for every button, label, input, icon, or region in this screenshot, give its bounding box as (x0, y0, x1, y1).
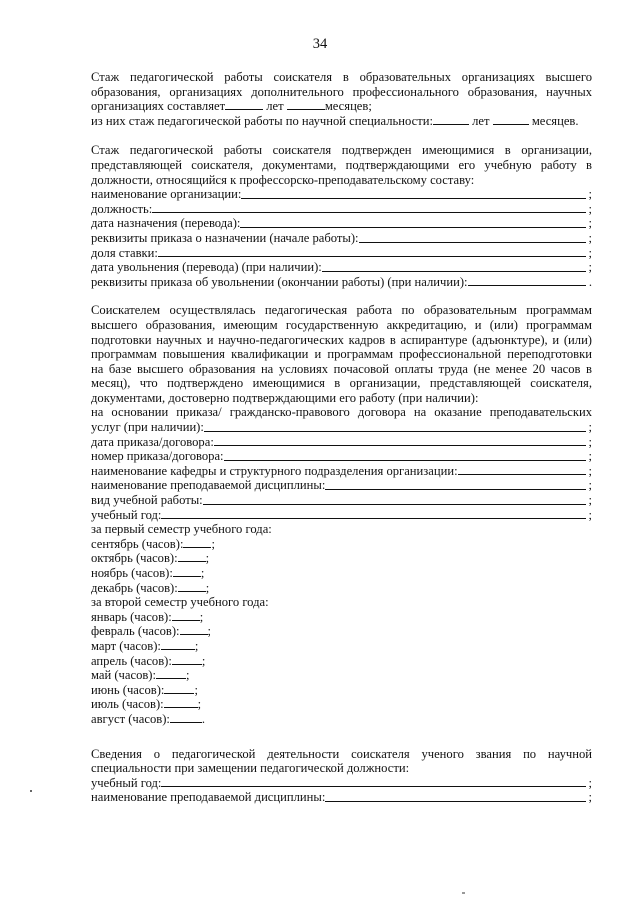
section-hourly-work (91, 303, 592, 726)
field-terminator: ; (207, 624, 212, 639)
paragraph-line: месяц), что подтверждено имеющимися в организации, представляющей соискателя, (91, 376, 592, 391)
month-label: февраль (часов): (91, 624, 180, 639)
field-blank-line[interactable] (161, 785, 585, 787)
semester2-months (91, 610, 592, 727)
form-field-row (91, 275, 592, 290)
field-label: наименование организации: (91, 187, 242, 202)
field-label: дата назначения (перевода): (91, 216, 241, 231)
field-label: вид учебной работы: (91, 493, 203, 508)
field-terminator: ; (588, 245, 592, 260)
form-field-row (91, 260, 592, 275)
field-terminator: ; (588, 260, 592, 275)
form-field-row (91, 449, 592, 464)
month-hours-blank[interactable] (178, 551, 206, 562)
field-terminator: ; (205, 551, 210, 566)
month-hours-blank[interactable] (170, 712, 202, 723)
field-terminator: ; (211, 536, 215, 551)
academic-title-fields (91, 776, 592, 805)
field-label: доля ставки: (91, 245, 158, 260)
field-label: дата увольнения (перевода) (при наличии): (91, 260, 322, 275)
form-field-row (91, 202, 592, 217)
semester1-months (91, 537, 592, 595)
month-hours-row (91, 581, 592, 596)
paragraph-line: на базе высшего образования на условиях почасовой оплаты труда (не менее 20 часов в (91, 361, 592, 376)
month-hours-blank[interactable] (180, 624, 208, 635)
field-terminator: ; (588, 507, 592, 522)
field-label: учебный год: (91, 507, 162, 522)
form-field-row (91, 246, 592, 261)
field-terminator: ; (588, 478, 592, 493)
month-hours-blank[interactable] (164, 683, 194, 694)
field-blank-line[interactable] (240, 226, 585, 228)
form-field-row (91, 187, 592, 202)
field-terminator: . (201, 711, 206, 726)
month-hours-row (91, 610, 592, 625)
field-blank-line[interactable] (468, 284, 586, 286)
section-academic-title (91, 747, 592, 805)
form-field-row (91, 435, 592, 450)
month-hours-row (91, 566, 592, 581)
field-label: номер приказа/договора: (91, 449, 224, 464)
paragraph-line: специальности при замещении педагогической должности: (91, 761, 410, 776)
month-hours-row (91, 668, 592, 683)
paragraph-line: должности, относящийся к профессорско-преподавательскому составу: (91, 172, 475, 187)
month-label: июнь (часов): (91, 682, 165, 697)
field-terminator: ; (200, 566, 205, 580)
month-label: сентябрь (часов): (91, 536, 184, 551)
semester2-title: за второй семестр учебного года: (91, 595, 269, 610)
field-terminator: ; (588, 420, 592, 435)
field-label: наименование кафедры и структурного подразделения организации: (91, 463, 458, 478)
paragraph-line: программам повышения квалификации и программам профессиональной переподготовки (91, 347, 592, 362)
field-label: должность: (91, 201, 153, 216)
form-field-row (91, 790, 592, 805)
specialty-months-blank[interactable] (493, 114, 529, 125)
field-blank-line[interactable] (241, 197, 585, 199)
field-terminator: . (588, 274, 592, 289)
field-terminator: ; (588, 201, 592, 216)
month-label: июль (часов): (91, 697, 164, 712)
section-teaching-experience (91, 70, 592, 128)
field-label: дата приказа/договора: (91, 434, 214, 449)
month-label: август (часов): (91, 711, 170, 726)
form-field-row (91, 508, 592, 523)
confirmation-fields (91, 187, 592, 289)
field-terminator: ; (205, 580, 210, 595)
field-blank-line[interactable] (224, 459, 586, 461)
field-blank-line[interactable] (203, 503, 586, 505)
field-blank-line[interactable] (214, 444, 586, 446)
paragraph-line: документами, достоверно подтверждающими его работу (при наличии): (91, 390, 479, 405)
hourly-work-fields (91, 420, 592, 522)
field-label: реквизиты приказа о назначении (начале работы): (91, 230, 359, 245)
paragraph-line: Соискателем осуществлялась педагогическая работа по образовательным программам (91, 303, 592, 318)
field-terminator: ; (186, 668, 190, 683)
field-terminator: ; (588, 493, 592, 508)
scan-speck (462, 892, 465, 894)
field-label: наименование преподаваемой дисциплины: (91, 478, 326, 493)
form-field-row (91, 420, 592, 435)
paragraph-line: образования, организациях дополнительного профессионального образования, научных (91, 84, 592, 99)
month-hours-blank[interactable] (164, 697, 198, 708)
paragraph-line: на основании приказа/ гражданско-правового договора на оказание преподавательских (91, 405, 592, 420)
field-label: наименование преподаваемой дисциплины: (91, 790, 326, 805)
field-terminator: ; (588, 216, 592, 231)
month-label: декабрь (часов): (91, 580, 178, 595)
field-blank-line[interactable] (204, 430, 586, 432)
field-terminator: ; (588, 790, 592, 805)
month-hours-blank[interactable] (178, 581, 206, 592)
month-hours-blank[interactable] (156, 668, 186, 679)
semester1-title: за первый семестр учебного года: (91, 522, 272, 537)
field-label: реквизиты приказа об увольнении (окончании работы) (при наличии): (91, 274, 468, 289)
month-hours-blank[interactable] (161, 639, 195, 650)
form-field-row (91, 216, 592, 231)
field-terminator: ; (588, 230, 592, 245)
month-hours-row (91, 551, 592, 566)
field-terminator: ; (194, 638, 199, 653)
month-hours-row (91, 639, 592, 654)
years-blank[interactable] (225, 99, 263, 110)
form-field-row (91, 464, 592, 479)
field-terminator: ; (199, 609, 204, 624)
field-terminator: ; (194, 682, 198, 697)
paragraph-line: подготовки научных и научно-педагогических кадров в аспирантуре (адъюнктуре), и (или) (91, 332, 592, 347)
paragraph-line: высшего образования, имеющим государственную аккредитацию, и (или) программам (91, 317, 592, 332)
field-label: услуг (при наличии): (91, 420, 204, 435)
field-blank-line[interactable] (325, 800, 585, 802)
form-field-row (91, 776, 592, 791)
paragraph-line: Стаж педагогической работы соискателя в образовательных организациях высшего (91, 70, 592, 84)
month-hours-row (91, 697, 592, 712)
experience-total-line: организациях составляет лет месяцев; (91, 99, 372, 114)
form-field-row (91, 493, 592, 508)
paragraph-line: Стаж педагогической работы соискателя подтвержден имеющимися в организации, (91, 143, 592, 158)
field-blank-line[interactable] (359, 241, 586, 243)
field-blank-line[interactable] (158, 255, 586, 257)
field-label: учебный год: (91, 775, 162, 790)
experience-specialty-line: из них стаж педагогической работы по научной специальности: лет месяцев. (91, 113, 579, 128)
field-terminator: ; (197, 697, 202, 712)
month-hours-row (91, 537, 592, 552)
field-blank-line[interactable] (161, 517, 585, 519)
field-terminator: ; (588, 434, 592, 449)
paragraph-line: Сведения о педагогической деятельности соискателя ученого звания по научной (91, 746, 592, 761)
months-blank[interactable] (287, 99, 325, 110)
month-hours-blank[interactable] (173, 566, 201, 577)
month-label: ноябрь (часов): (91, 566, 173, 580)
field-terminator: ; (588, 775, 592, 790)
month-hours-row (91, 624, 592, 639)
field-terminator: ; (201, 653, 206, 668)
month-hours-blank[interactable] (172, 654, 202, 665)
month-hours-row (91, 712, 592, 727)
month-hours-blank[interactable] (172, 610, 200, 621)
form-field-row (91, 231, 592, 246)
section-confirmation (91, 143, 592, 289)
field-blank-line[interactable] (458, 473, 586, 475)
scan-speck (30, 790, 32, 792)
month-label: январь (часов): (91, 609, 172, 624)
paragraph-line: представляющей соискателя, документами, подтверждающими его учебную работу в (91, 157, 592, 172)
specialty-years-blank[interactable] (433, 114, 469, 125)
field-blank-line[interactable] (152, 211, 585, 213)
month-hours-blank[interactable] (183, 537, 211, 548)
month-label: март (часов): (91, 638, 161, 653)
field-blank-line[interactable] (325, 488, 585, 490)
field-terminator: ; (588, 449, 592, 464)
month-hours-row (91, 683, 592, 698)
document-body (91, 70, 592, 805)
month-hours-row (91, 654, 592, 669)
field-terminator: ; (588, 463, 592, 478)
field-terminator: ; (588, 187, 592, 202)
form-field-row (91, 478, 592, 493)
month-label: май (часов): (91, 668, 157, 683)
page-number: 34 (312, 36, 328, 52)
field-blank-line[interactable] (322, 270, 586, 272)
month-label: октябрь (часов): (91, 551, 178, 566)
month-label: апрель (часов): (91, 653, 172, 668)
